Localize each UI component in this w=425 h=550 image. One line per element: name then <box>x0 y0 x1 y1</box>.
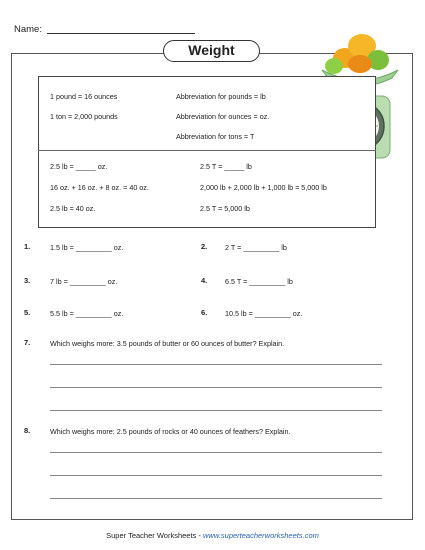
answer-line[interactable] <box>50 364 382 365</box>
problem-text[interactable]: 10.5 lb = _________ oz. <box>225 309 303 318</box>
problem-text[interactable]: 1.5 lb = _________ oz. <box>50 243 124 252</box>
example-left-answer: 2.5 lb = 40 oz. <box>50 204 96 213</box>
problem-text[interactable]: 2 T = _________ lb <box>225 243 287 252</box>
example-left-question: 2.5 lb = _____ oz. <box>50 162 108 171</box>
abbr-pounds: Abbreviation for pounds = lb <box>176 92 266 101</box>
question-text: Which weighs more: 3.5 pounds of butter or 60 ounces of butter? Explain. <box>50 339 285 348</box>
abbr-ounces: Abbreviation for ounces = oz. <box>176 112 270 121</box>
footer-url-link[interactable]: www.superteacherworksheets.com <box>202 531 319 540</box>
example-left-work: 16 oz. + 16 oz. + 8 oz. = 40 oz. <box>50 183 149 192</box>
name-label: Name: <box>14 24 42 35</box>
abbr-tons: Abbreviation for tons = T <box>176 132 255 141</box>
answer-line[interactable] <box>50 498 382 499</box>
example-right-answer: 2.5 T = 5,000 lb <box>200 204 250 213</box>
name-field-line[interactable] <box>47 33 195 34</box>
problem-number: 1. <box>24 242 31 251</box>
reference-divider <box>38 150 376 151</box>
answer-line[interactable] <box>50 452 382 453</box>
problem-number: 6. <box>201 308 208 317</box>
question-text: Which weighs more: 2.5 pounds of rocks or 40 ounces of feathers? Explain. <box>50 427 291 436</box>
fact-ton-pounds: 1 ton = 2,000 pounds <box>50 112 118 121</box>
problem-number: 5. <box>24 308 31 317</box>
example-right-question: 2.5 T = _____ lb <box>200 162 252 171</box>
answer-line[interactable] <box>50 387 382 388</box>
answer-line[interactable] <box>50 475 382 476</box>
problem-text[interactable]: 5.5 lb = _________ oz. <box>50 309 124 318</box>
fact-pound-ounces: 1 pound = 16 ounces <box>50 92 118 101</box>
answer-line[interactable] <box>50 410 382 411</box>
problem-number: 2. <box>201 242 208 251</box>
footer <box>0 531 425 540</box>
problem-number: 3. <box>24 276 31 285</box>
page-title: Weight <box>163 40 260 62</box>
problem-text[interactable]: 7 lb = _________ oz. <box>50 277 118 286</box>
problem-number: 4. <box>201 276 208 285</box>
question-number: 8. <box>24 426 31 435</box>
problem-text[interactable]: 6.5 T = _________ lb <box>225 277 293 286</box>
question-number: 7. <box>24 338 31 347</box>
footer-brand: Super Teacher Worksheets - <box>106 531 203 540</box>
example-right-work: 2,000 lb + 2,000 lb + 1,000 lb = 5,000 lb <box>200 183 327 192</box>
